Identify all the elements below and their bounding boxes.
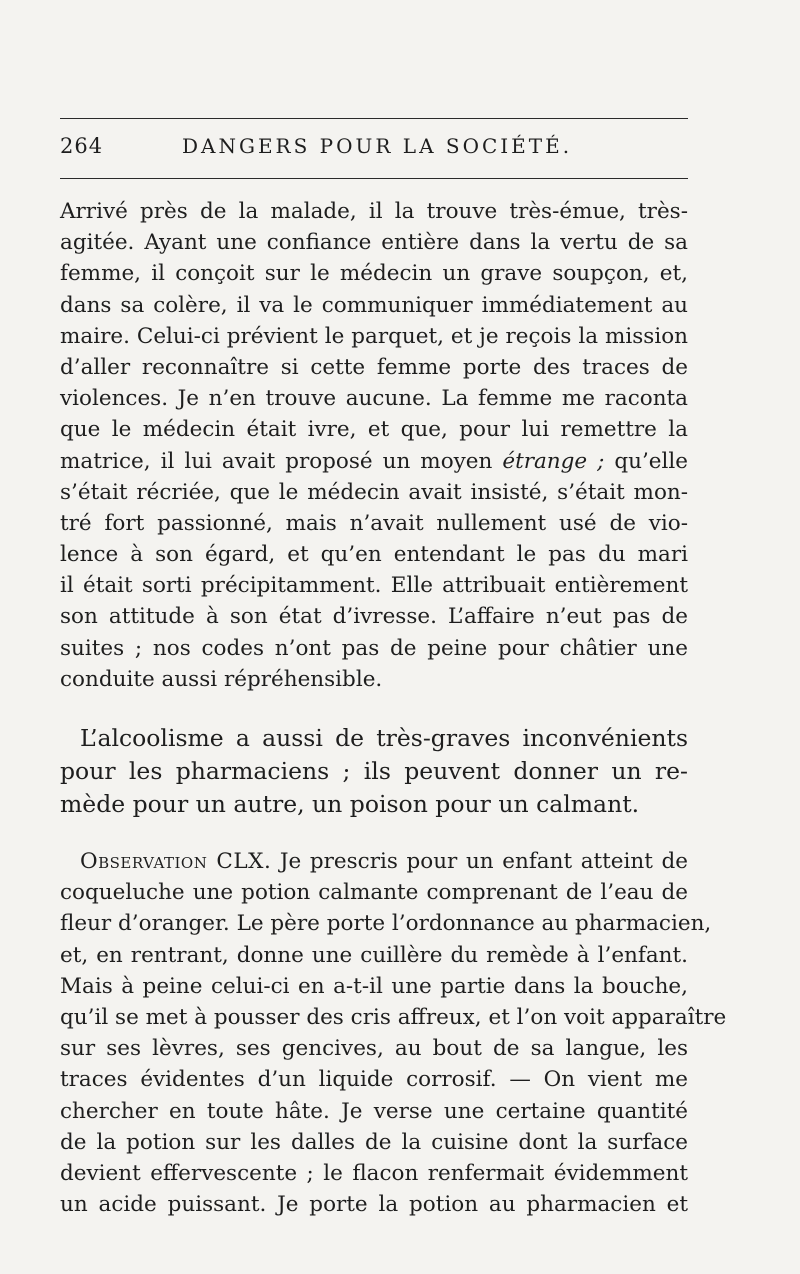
text-segment: qu’elle [604, 448, 689, 474]
text-line: sur ses lèvres, ses gencives, au bout de sa langue, les [60, 1036, 688, 1062]
text-line [60, 846, 688, 877]
text-line: que le médecin était ivre, et que, pour lui remettre la [60, 417, 688, 443]
text-line: chercher en toute hâte. Je verse une certaine quantité [60, 1098, 688, 1124]
text-line: Mais à peine celui-ci en a-t-il une partie dans la bouche, [60, 973, 688, 999]
header-bottom-rule [60, 178, 688, 179]
text-line: dans sa colère, il va le communiquer immédiatement au [60, 292, 688, 318]
text-line: coqueluche une potion calmante comprenant de l’eau de [60, 880, 688, 906]
text-line: agitée. Ayant une confiance entière dans la vertu de sa [60, 230, 688, 256]
text-line [60, 446, 688, 477]
text-line: s’était récriée, que le médecin avait insisté, s’était mon- [60, 479, 688, 505]
text-line: lence à son égard, et qu’en entendant le pas du mari [60, 542, 688, 568]
text-line: devient effervescente ; le flacon renfermait évidemment [60, 1160, 688, 1186]
text-line: il était sorti précipitamment. Elle attribuait entièrement [60, 573, 688, 599]
text-line: femme, il conçoit sur le médecin un grave soupçon, et, [60, 261, 688, 287]
text-line: fleur d’oranger. Le père porte l’ordonnance au pharmacien, [60, 911, 712, 937]
text-line: suites ; nos codes n’ont pas de peine pour châtier une [60, 635, 688, 661]
italic-word: étrange ; [502, 448, 605, 474]
paragraph-1 [60, 196, 688, 695]
text-segment: Je prescris pour un enfant atteint de [271, 849, 688, 874]
text-line: conduite aussi répréhensible. [60, 666, 383, 692]
text-line: violences. Je n’en trouve aucune. La femme me raconta [60, 386, 688, 412]
text-line: maire. Celui-ci prévient le parquet, et je reçois la mission [60, 323, 688, 349]
text-line: et, en rentrant, donne une cuillère du remède à l’enfant. [60, 942, 688, 968]
text-line: qu’il se met à pousser des cris affreux, et l’on voit apparaître [60, 1004, 727, 1030]
text-line: un acide puissant. Je porte la potion au pharmacien et [60, 1192, 688, 1218]
text-line: d’aller reconnaître si cette femme porte des traces de [60, 354, 688, 380]
paragraph-2 [60, 722, 688, 821]
observation-label: Observation CLX. [80, 849, 272, 874]
header-top-rule [60, 118, 688, 119]
running-header [60, 134, 688, 166]
page-number: 264 [60, 134, 104, 158]
text-line: traces évidentes d’un liquide corrosif. — On vient me [60, 1067, 688, 1093]
text-segment: matrice, il lui avait proposé un moyen [60, 448, 503, 474]
text-line: son attitude à son état d’ivresse. L’affaire n’eut pas de [60, 604, 688, 630]
text-line: tré fort passionné, mais n’avait nullement usé de vio- [60, 510, 688, 536]
text-line: mède pour un autre, un poison pour un calmant. [60, 790, 640, 818]
text-line: pour les pharmaciens ; ils peuvent donner un re- [60, 757, 688, 785]
text-line: de la potion sur les dalles de la cuisine dont la surface [60, 1129, 688, 1155]
running-title: DANGERS POUR LA SOCIÉTÉ. [182, 134, 573, 158]
text-line: Arrivé près de la malade, il la trouve très-émue, très- [60, 199, 688, 224]
text-line: L’alcoolisme a aussi de très-graves inconvénients [80, 724, 688, 752]
observation-paragraph [60, 846, 727, 1220]
